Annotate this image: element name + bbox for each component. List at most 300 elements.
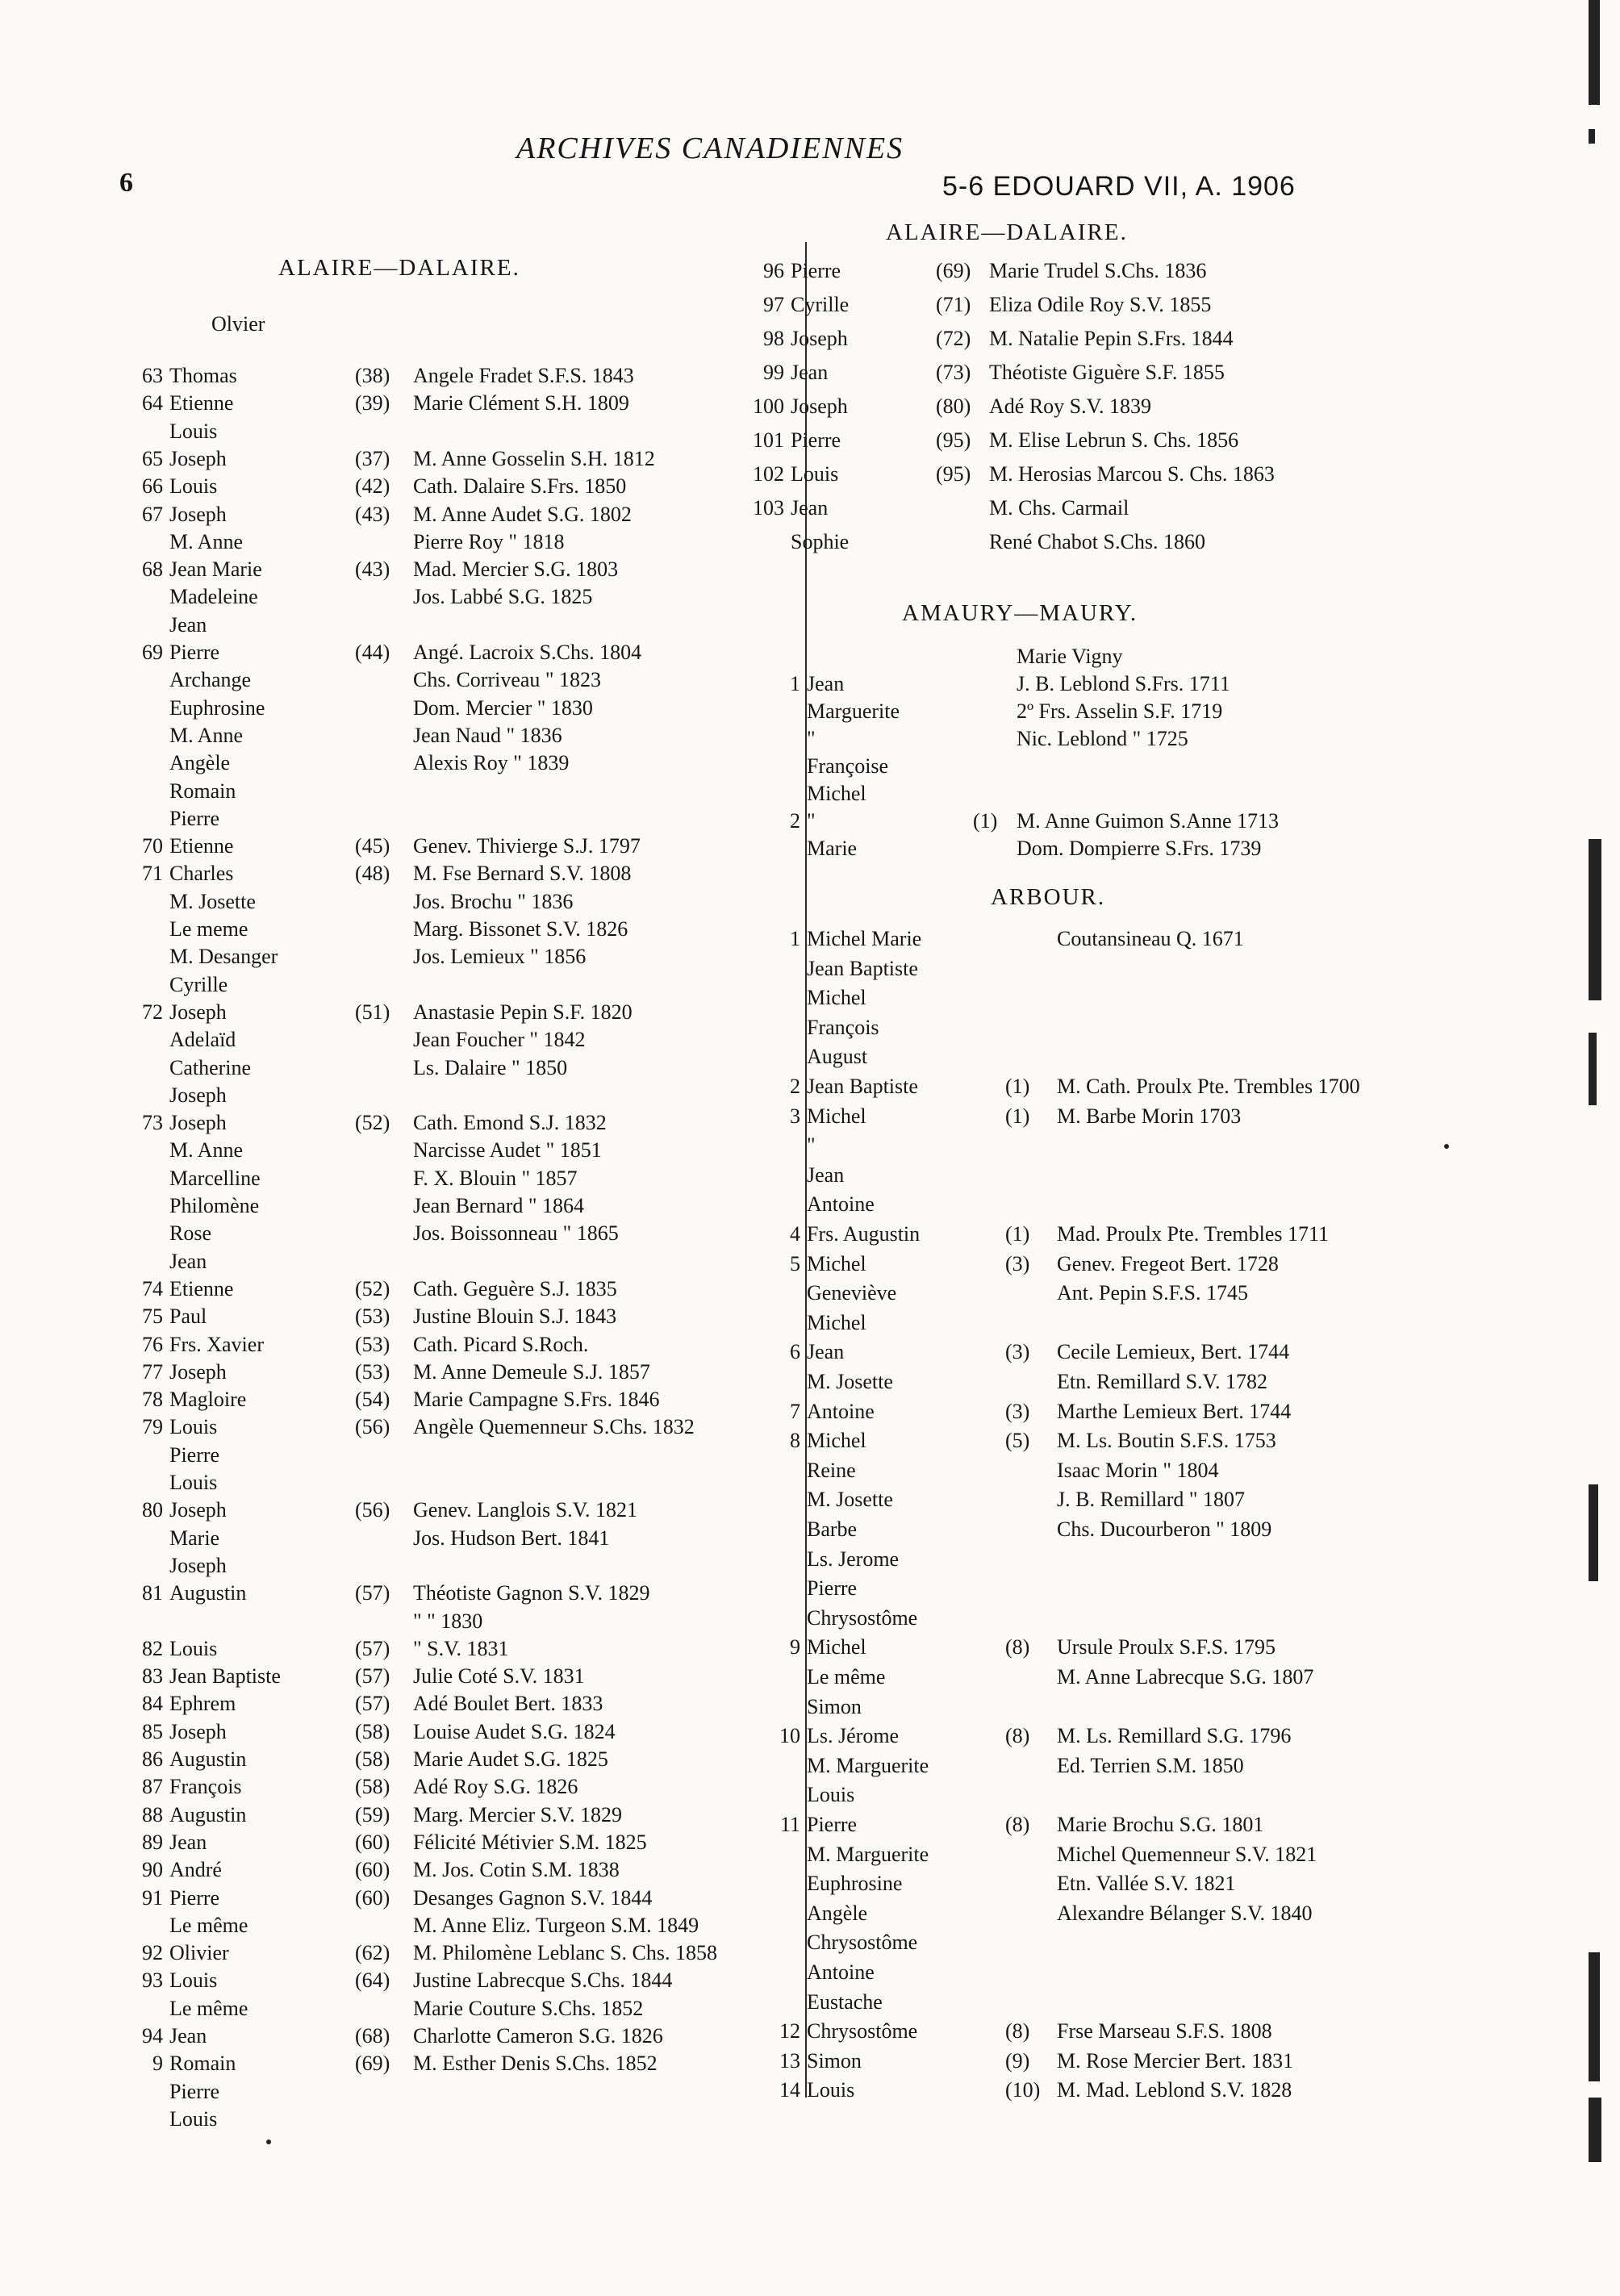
table-row [121,891,256,912]
spouse-record: M. Fse Bernard S.V. 1808 [413,862,632,886]
entry-number: 81 [142,1581,163,1605]
entry-name: Angèle [169,751,231,775]
spouse-record: M. Anne Eliz. Turgeon S.M. 1849 [413,1913,699,1937]
entry-number: 88 [142,1802,163,1826]
entry-number: 14 [779,2078,800,2102]
entry-name: Louis [169,419,218,443]
table-row [758,1577,857,1599]
entry-number: 98 [763,327,784,350]
spouse-record: Félicité Métivier S.M. 1825 [413,1830,647,1854]
entry-number: 71 [142,862,163,886]
entry-name: François [169,1775,242,1799]
table-row [121,1555,227,1576]
entry-name: Pierre [169,641,220,664]
table-row [121,1748,246,1770]
spouse-record: Etn. Vallée S.V. 1821 [1057,1872,1236,1896]
parent-reference: (8) [1005,2019,1030,2043]
spouse-record: M. Herosias Marcou S. Chs. 1863 [989,462,1275,486]
entry-name: Olivier [169,1941,229,1965]
parent-reference: (52) [355,1111,390,1135]
parent-reference: (58) [355,1775,390,1799]
spouse-record: Frse Marseau S.F.S. 1808 [1057,2019,1272,2043]
parent-reference: (53) [355,1305,390,1329]
entry-name: Joseph [169,446,227,470]
spouse-record: " " 1830 [413,1609,483,1633]
parent-reference: (8) [1005,1813,1030,1836]
parent-reference: (51) [355,1000,390,1024]
table-row [758,2050,862,2072]
entry-number: 94 [142,2024,163,2048]
entry-name: Frs. Augustin [807,1222,921,1246]
spouse-record: Ant. Pepin S.F.S. 1745 [1057,1281,1249,1305]
entry-name: Augustin [169,1581,247,1605]
parent-reference: (73) [936,361,971,384]
entry-name: Joseph [169,1359,227,1384]
parent-reference: (64) [355,1968,390,1993]
spouse-record: Mad. Mercier S.G. 1803 [413,557,619,582]
entry-number: 83 [142,1664,163,1689]
right-heading-amaury: AMAURY—MAURY. [902,600,1138,626]
entry-name: Jean [807,1163,845,1187]
entry-name: Jean [169,2024,207,2048]
spouse-record: Alexandre Bélanger S.V. 1840 [1057,1901,1313,1925]
spouse-record: Marie Couture S.Chs. 1852 [413,1996,644,2020]
entry-name: Magloire [169,1388,247,1412]
entry-name: Antoine [807,1399,875,1423]
spouse-record: Genev. Fregeot Bert. 1728 [1057,1251,1279,1275]
spouse-record: Marie Clément S.H. 1809 [413,391,629,415]
entry-name: Louis [169,1968,218,1993]
entry-name: Michel [807,782,866,805]
parent-reference: (52) [355,1276,390,1300]
entry-number: 9 [790,1635,800,1659]
table-row [758,673,844,695]
spouse-record: Adé Roy S.G. 1826 [413,1775,578,1799]
spouse-record: Jos. Boissonneau " 1865 [413,1221,619,1246]
spouse-record: Isaac Morin " 1804 [1057,1458,1219,1482]
entry-name: Simon [807,2048,862,2073]
table-row [758,1784,854,1805]
entry-name: Joseph [169,1000,227,1024]
spouse-record: Dom. Mercier " 1830 [413,695,593,720]
entry-name: Chrysostôme [807,1605,918,1630]
entry-name: Etienne [169,391,234,415]
entry-name: Chrysostôme [807,2019,918,2043]
table-row [121,808,219,829]
entry-number: 76 [142,1332,163,1356]
entry-name: " [807,1133,816,1158]
entry-name: Sophie [791,530,850,553]
entry-name: Cyrille [169,972,228,996]
entry-name: Ephrem [169,1692,236,1716]
table-row [121,1998,248,2019]
table-row [758,755,888,777]
spouse-record: Jean Naud " 1836 [413,723,562,747]
entry-name: Etienne [169,834,234,858]
entry-number: 2 [790,809,800,833]
table-row [758,1666,885,1688]
right-heading-arbour: ARBOUR. [991,884,1106,910]
spouse-record: René Chabot S.Chs. 1860 [989,530,1205,553]
parent-reference: (95) [936,428,971,452]
table-row [758,1282,896,1304]
spouse-record: Théotiste Gagnon S.V. 1829 [413,1581,650,1605]
spouse-record: Julie Coté S.V. 1831 [413,1664,585,1689]
spouse-record: Louise Audet S.G. 1824 [413,1719,616,1743]
ink-speck [266,2139,271,2144]
spouse-record: Genev. Langlois S.V. 1821 [413,1498,638,1522]
parent-reference: (58) [355,1719,390,1743]
spouse-record: Marg. Bissonet S.V. 1826 [413,917,628,941]
table-row [121,614,207,636]
spouse-record: Etn. Remillard S.V. 1782 [1057,1370,1267,1393]
table-row [742,429,841,451]
spouse-record: Angé. Lacroix S.Chs. 1804 [413,641,642,664]
spouse-record: M. Philomène Leblanc S. Chs. 1858 [413,1941,717,1965]
parent-reference: (3) [1005,1340,1030,1364]
table-row [121,1499,227,1521]
table-row [758,837,857,859]
parent-reference: (53) [355,1332,390,1356]
parent-reference: (59) [355,1802,390,1826]
entry-name: Louis [169,1636,218,1660]
table-row [758,783,866,804]
parent-reference: (56) [355,1498,390,1522]
entry-name: Jean [169,612,207,637]
entry-name: M. Marguerite [807,1842,929,1866]
table-row [121,1693,236,1714]
spouse-record: Cath. Emond S.J. 1832 [413,1111,607,1135]
entry-name: Augustin [169,1802,247,1826]
spouse-record: Marie Vigny [1017,645,1123,668]
entry-name: Michel [807,1251,866,1275]
parent-reference: (39) [355,391,390,415]
parent-reference: (57) [355,1692,390,1716]
table-row [121,862,233,884]
entry-name: Paul [169,1305,207,1329]
parent-reference: (57) [355,1664,390,1689]
table-row [758,1312,866,1334]
entry-name: Pierre [791,428,841,452]
entry-name: Joseph [169,1498,227,1522]
spouse-record: Michel Quemenneur S.V. 1821 [1057,1842,1317,1866]
parent-reference: (43) [355,557,390,582]
parent-reference: (56) [355,1415,390,1439]
spouse-record: Jean Bernard " 1864 [413,1194,585,1217]
table-row [121,1859,222,1881]
entry-name: M. Josette [169,889,256,913]
table-row [121,1416,217,1438]
table-row [121,1112,227,1133]
table-row [758,928,921,950]
entry-number: 90 [142,1858,163,1882]
entry-name: Chrysostôme [807,1931,918,1955]
spouse-record: Cath. Picard S.Roch. [413,1332,589,1356]
parent-reference: (60) [355,1885,390,1910]
table-row [758,1341,844,1363]
table-row [758,1401,875,1422]
table-row [121,420,217,442]
spouse-record: Cecile Lemieux, Bert. 1744 [1057,1340,1290,1364]
spouse-record: 2º Frs. Asselin S.F. 1719 [1017,699,1223,723]
page-number: 6 [119,168,133,198]
entry-name: Jean [807,1340,845,1364]
entry-number: 72 [142,1000,163,1024]
table-row [742,328,848,349]
scan-edge-artifact [1584,0,1608,2296]
table-row [758,700,900,722]
entry-name: Joseph [791,327,848,350]
table-row [121,1776,242,1797]
parent-reference: (69) [936,259,971,282]
table-row [121,1195,259,1217]
spouse-record: Justine Labrecque S.Chs. 1844 [413,1968,673,1993]
spouse-record: M. Rose Mercier Bert. 1831 [1057,2048,1294,2073]
parent-reference: (58) [355,1747,390,1771]
parent-reference: (68) [355,2024,390,2048]
entry-name: Pierre [169,2079,220,2103]
entry-number: 3 [790,1104,800,1128]
table-row [121,1582,246,1604]
entry-name: Pierre [169,1442,220,1467]
spouse-record: Adé Boulet Bert. 1833 [413,1692,603,1716]
table-row [121,1139,243,1161]
spouse-record: M. Ls. Boutin S.F.S. 1753 [1057,1429,1276,1453]
table-row [121,392,233,414]
spouse-record: Anastasie Pepin S.F. 1820 [413,1000,633,1024]
entry-number: 6 [790,1340,800,1364]
entry-name: Jean Baptiste [807,1075,918,1098]
entry-name: Pierre [791,259,841,282]
entry-number: 75 [142,1305,163,1329]
spouse-record: M. Anne Gosselin S.H. 1812 [413,446,655,470]
table-row [121,946,278,967]
parent-reference: (1) [1005,1104,1030,1128]
parent-reference: (57) [355,1581,390,1605]
entry-name: Thomas [169,364,237,387]
entry-name: Le meme [169,917,248,941]
entry-number: 97 [763,293,784,316]
entry-name: Geneviève [807,1281,897,1305]
spouse-record: Dom. Dompierre S.Frs. 1739 [1017,837,1262,860]
entry-name: Jean [791,496,829,520]
table-row [121,1305,207,1327]
entry-number: 80 [142,1498,163,1522]
spouse-record: Angèle Quemenneur S.Chs. 1832 [413,1415,695,1439]
table-row [121,1361,227,1383]
parent-reference: (10) [1005,2078,1041,2102]
entry-name: Louis [169,1415,218,1439]
table-row [121,531,243,553]
table-row [758,1134,816,1156]
spouse-record: M. Anne Audet S.G. 1802 [413,502,632,526]
table-row [758,1725,899,1747]
parent-reference: (43) [355,502,390,526]
table-row [758,1075,918,1097]
table-row [121,669,251,691]
spouse-record: Narcisse Audet " 1851 [413,1138,602,1163]
table-row [121,1334,264,1355]
entry-name: Jean Marie [169,557,262,582]
spouse-record: " S.V. 1831 [413,1636,509,1660]
spouse-record: Angele Fradet S.F.S. 1843 [413,364,634,387]
entry-name: Augustin [169,1747,247,1771]
entry-name: Le même [169,1996,248,2020]
running-title: ARCHIVES CANADIENNES [516,131,904,165]
entry-name: M. Josette [807,1488,893,1512]
table-row [758,1105,866,1127]
spouse-record: Ursule Proulx S.F.S. 1795 [1057,1635,1276,1659]
entry-number: 69 [142,641,163,664]
spouse-record: Marg. Mercier S.V. 1829 [413,1802,623,1826]
entry-name: Antoine [807,1192,875,1217]
entry-name: Euphrosine [807,1872,903,1896]
table-row [742,463,838,485]
table-row [121,835,233,857]
table-row [121,2025,207,2047]
spouse-record: Chs. Corriveau " 1823 [413,668,602,692]
spouse-record: Jos. Labbé S.G. 1825 [413,585,593,609]
parent-reference: (1) [1005,1075,1030,1098]
entry-name: Joseph [169,1111,227,1135]
entry-name: Angèle [807,1901,868,1925]
entry-name: August [807,1045,868,1069]
spouse-record: M. Mad. Leblond S.V. 1828 [1057,2078,1292,2102]
table-row [121,1969,217,1991]
parent-reference: (62) [355,1941,390,1965]
table-row [758,1931,917,1953]
entry-name: M. Anne [169,723,243,747]
spouse-record: Mad. Proulx Pte. Trembles 1711 [1057,1222,1330,1246]
table-row [758,1518,857,1540]
spouse-record: M. Barbe Morin 1703 [1057,1104,1242,1128]
table-row [121,780,236,802]
entry-name: Jean [791,361,829,384]
table-row [121,641,219,663]
entry-name: Jean Baptiste [807,956,918,980]
spouse-record: M. Esther Denis S.Chs. 1852 [413,2052,658,2076]
entry-name: Philomène [169,1194,260,1217]
entry-name: Marcelline [169,1166,261,1190]
parent-reference: (9) [1005,2048,1030,2073]
entry-number: 63 [142,364,163,387]
table-row [121,1638,217,1659]
spouse-record: Nic. Leblond " 1725 [1017,727,1188,750]
table-row [121,1388,246,1410]
ink-speck [1444,1144,1449,1149]
parent-reference: (95) [936,462,971,486]
parent-reference: (3) [1005,1251,1030,1275]
entry-number: 85 [142,1719,163,1743]
table-row [758,1430,866,1451]
entry-name: Pierre [807,1576,858,1601]
table-row [121,1029,236,1050]
entry-name: Romain [169,779,236,803]
entry-number: 1 [790,672,800,695]
table-row [758,645,807,667]
table-row [121,448,227,470]
entry-name: Louis [807,1783,855,1807]
entry-number: 11 [779,1813,800,1836]
table-row [121,1057,251,1079]
table-row [121,1084,227,1106]
spouse-record: M. Anne Demeule S.J. 1857 [413,1359,650,1384]
table-row [121,1444,219,1466]
table-row [121,1167,261,1189]
table-row [758,1696,862,1718]
spouse-record: J. B. Remillard " 1807 [1057,1488,1246,1512]
spouse-record: Jos. Lemieux " 1856 [413,945,587,969]
entry-number: 65 [142,446,163,470]
spouse-record: Adé Roy S.V. 1839 [989,394,1152,418]
spouse-record: Jos. Brochu " 1836 [413,889,574,913]
table-row [121,1222,211,1244]
table-row [121,365,237,386]
table-row [758,1843,929,1865]
entry-name: Le même [169,1913,248,1937]
parent-reference: (54) [355,1388,390,1412]
entry-name: Michel [807,986,866,1010]
table-row [121,503,227,525]
entry-name: Jean [169,1249,207,1273]
parent-reference: (69) [355,2052,390,2076]
entry-name: Etienne [169,1276,234,1300]
parent-reference: (48) [355,862,390,886]
entry-number: 99 [763,361,784,384]
parent-reference: (1) [973,809,998,833]
entry-name: M. Anne [169,529,243,553]
right-heading-alaire: ALAIRE—DALAIRE. [886,219,1128,245]
entry-name: Pierre [169,1885,220,1910]
entry-name: Simon [807,1694,862,1718]
table-row [758,1607,917,1629]
parent-reference: (5) [1005,1429,1030,1453]
entry-number: 8 [790,1429,800,1453]
entry-number: 64 [142,391,163,415]
entry-name: Barbe [807,1517,858,1541]
entry-number: 13 [779,2048,800,2073]
entry-name: Eustache [807,1989,883,2014]
parent-reference: (3) [1005,1399,1030,1423]
spouse-record: Marie Trudel S.Chs. 1836 [989,259,1207,282]
entry-name: Joseph [169,502,227,526]
table-row [758,1459,856,1481]
spouse-record: Ed. Terrien S.M. 1850 [1057,1753,1244,1777]
table-row [758,1961,875,1983]
entry-number: 10 [779,1724,800,1748]
entry-number: 12 [779,2019,800,2043]
table-row [121,918,248,940]
parent-reference: (71) [936,293,971,316]
spouse-record: M. Natalie Pepin S.Frs. 1844 [989,327,1234,350]
spouse-record: Genev. Thivierge S.J. 1797 [413,834,641,858]
table-row [121,1472,217,1493]
edition-label: 5-6 EDOUARD VII, A. 1906 [942,171,1296,202]
entry-number: 92 [142,1941,163,1965]
table-row [758,810,816,832]
entry-number: 79 [142,1415,163,1439]
table-row [758,1872,902,1894]
parent-reference: (8) [1005,1724,1030,1748]
parent-reference: (8) [1005,1635,1030,1659]
table-row [121,1278,233,1300]
table-row [758,1902,867,1924]
table-row [758,1193,875,1215]
entry-name: Marie [169,1526,220,1550]
spouse-record: Cath. Dalaire S.Frs. 1850 [413,474,627,499]
parent-reference: (57) [355,1636,390,1660]
entry-name: Catherine [169,1055,252,1079]
